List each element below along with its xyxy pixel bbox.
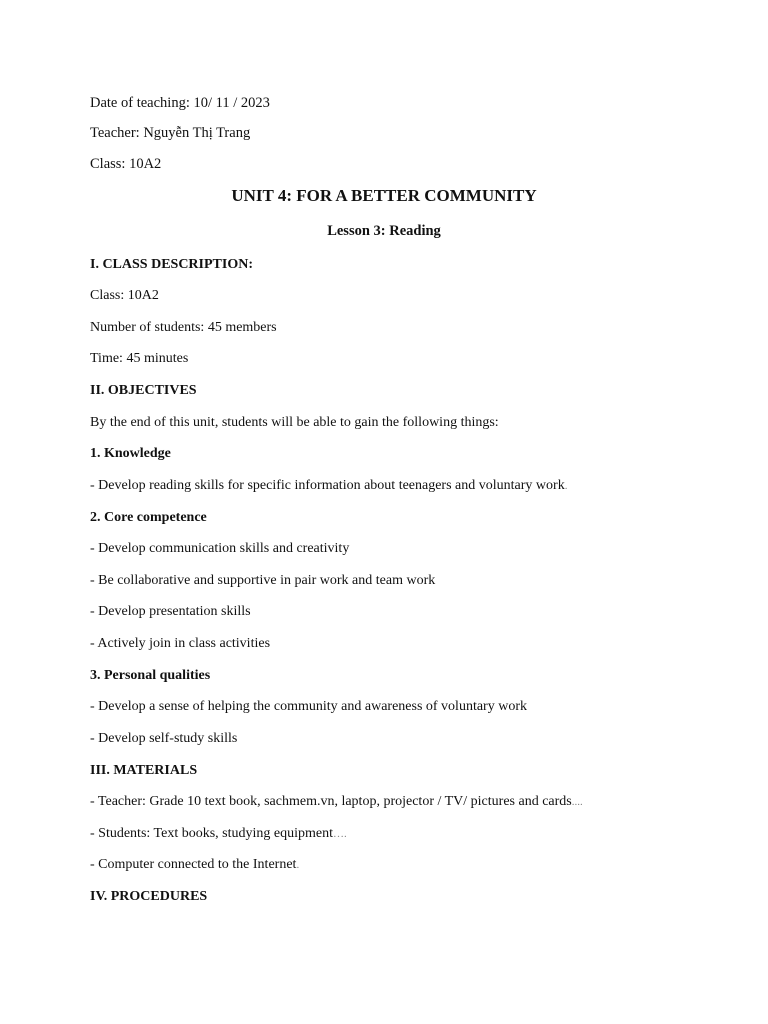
materials-item xyxy=(90,825,347,843)
competence-item: - Be collaborative and supportive in pair work and team work xyxy=(90,573,436,588)
knowledge-item xyxy=(90,477,567,495)
number-of-students: Number of students: 45 members xyxy=(90,320,277,335)
materials-item-text: - Teacher: Grade 10 text book, sachmem.vn, laptop, projector / TV/ pictures and cards xyxy=(90,794,572,809)
date-of-teaching: Date of teaching: 10/ 11 / 2023 xyxy=(90,95,270,111)
materials-item xyxy=(90,793,583,811)
teacher-name: Teacher: Nguyễn Thị Trang xyxy=(90,125,251,141)
class-description-heading: I. CLASS DESCRIPTION: xyxy=(90,257,253,272)
personal-qualities-heading: 3. Personal qualities xyxy=(90,668,211,683)
knowledge-item-text: - Develop reading skills for specific information about teenagers and voluntary work xyxy=(90,478,565,493)
materials-item-text: - Students: Text books, studying equipment xyxy=(90,826,333,841)
objectives-heading: II. OBJECTIVES xyxy=(90,383,197,398)
materials-item xyxy=(90,856,299,874)
lesson-time: Time: 45 minutes xyxy=(90,351,189,366)
competence-item: - Develop presentation skills xyxy=(90,604,251,619)
header-class: Class: 10A2 xyxy=(90,156,162,172)
competence-item: - Actively join in class activities xyxy=(90,636,271,651)
materials-item-text: - Computer connected to the Internet xyxy=(90,857,297,872)
class-value: Class: 10A2 xyxy=(90,288,159,303)
procedures-heading: IV. PROCEDURES xyxy=(90,889,208,904)
materials-item-trail: . xyxy=(296,859,300,871)
materials-heading: III. MATERIALS xyxy=(90,763,198,778)
knowledge-item-trail: . xyxy=(564,480,568,492)
core-competence-heading: 2. Core competence xyxy=(90,510,207,525)
materials-item-trail: …. xyxy=(332,828,347,840)
qualities-item: - Develop a sense of helping the community and awareness of voluntary work xyxy=(90,699,527,714)
qualities-item: - Develop self-study skills xyxy=(90,731,238,746)
objectives-intro: By the end of this unit, students will be able to gain the following things: xyxy=(90,415,499,430)
competence-item: - Develop communication skills and creativity xyxy=(90,541,350,556)
knowledge-heading: 1. Knowledge xyxy=(90,446,171,461)
materials-item-trail: .... xyxy=(571,796,583,808)
unit-title: UNIT 4: FOR A BETTER COMMUNITY xyxy=(231,186,537,205)
lesson-title: Lesson 3: Reading xyxy=(327,223,441,239)
